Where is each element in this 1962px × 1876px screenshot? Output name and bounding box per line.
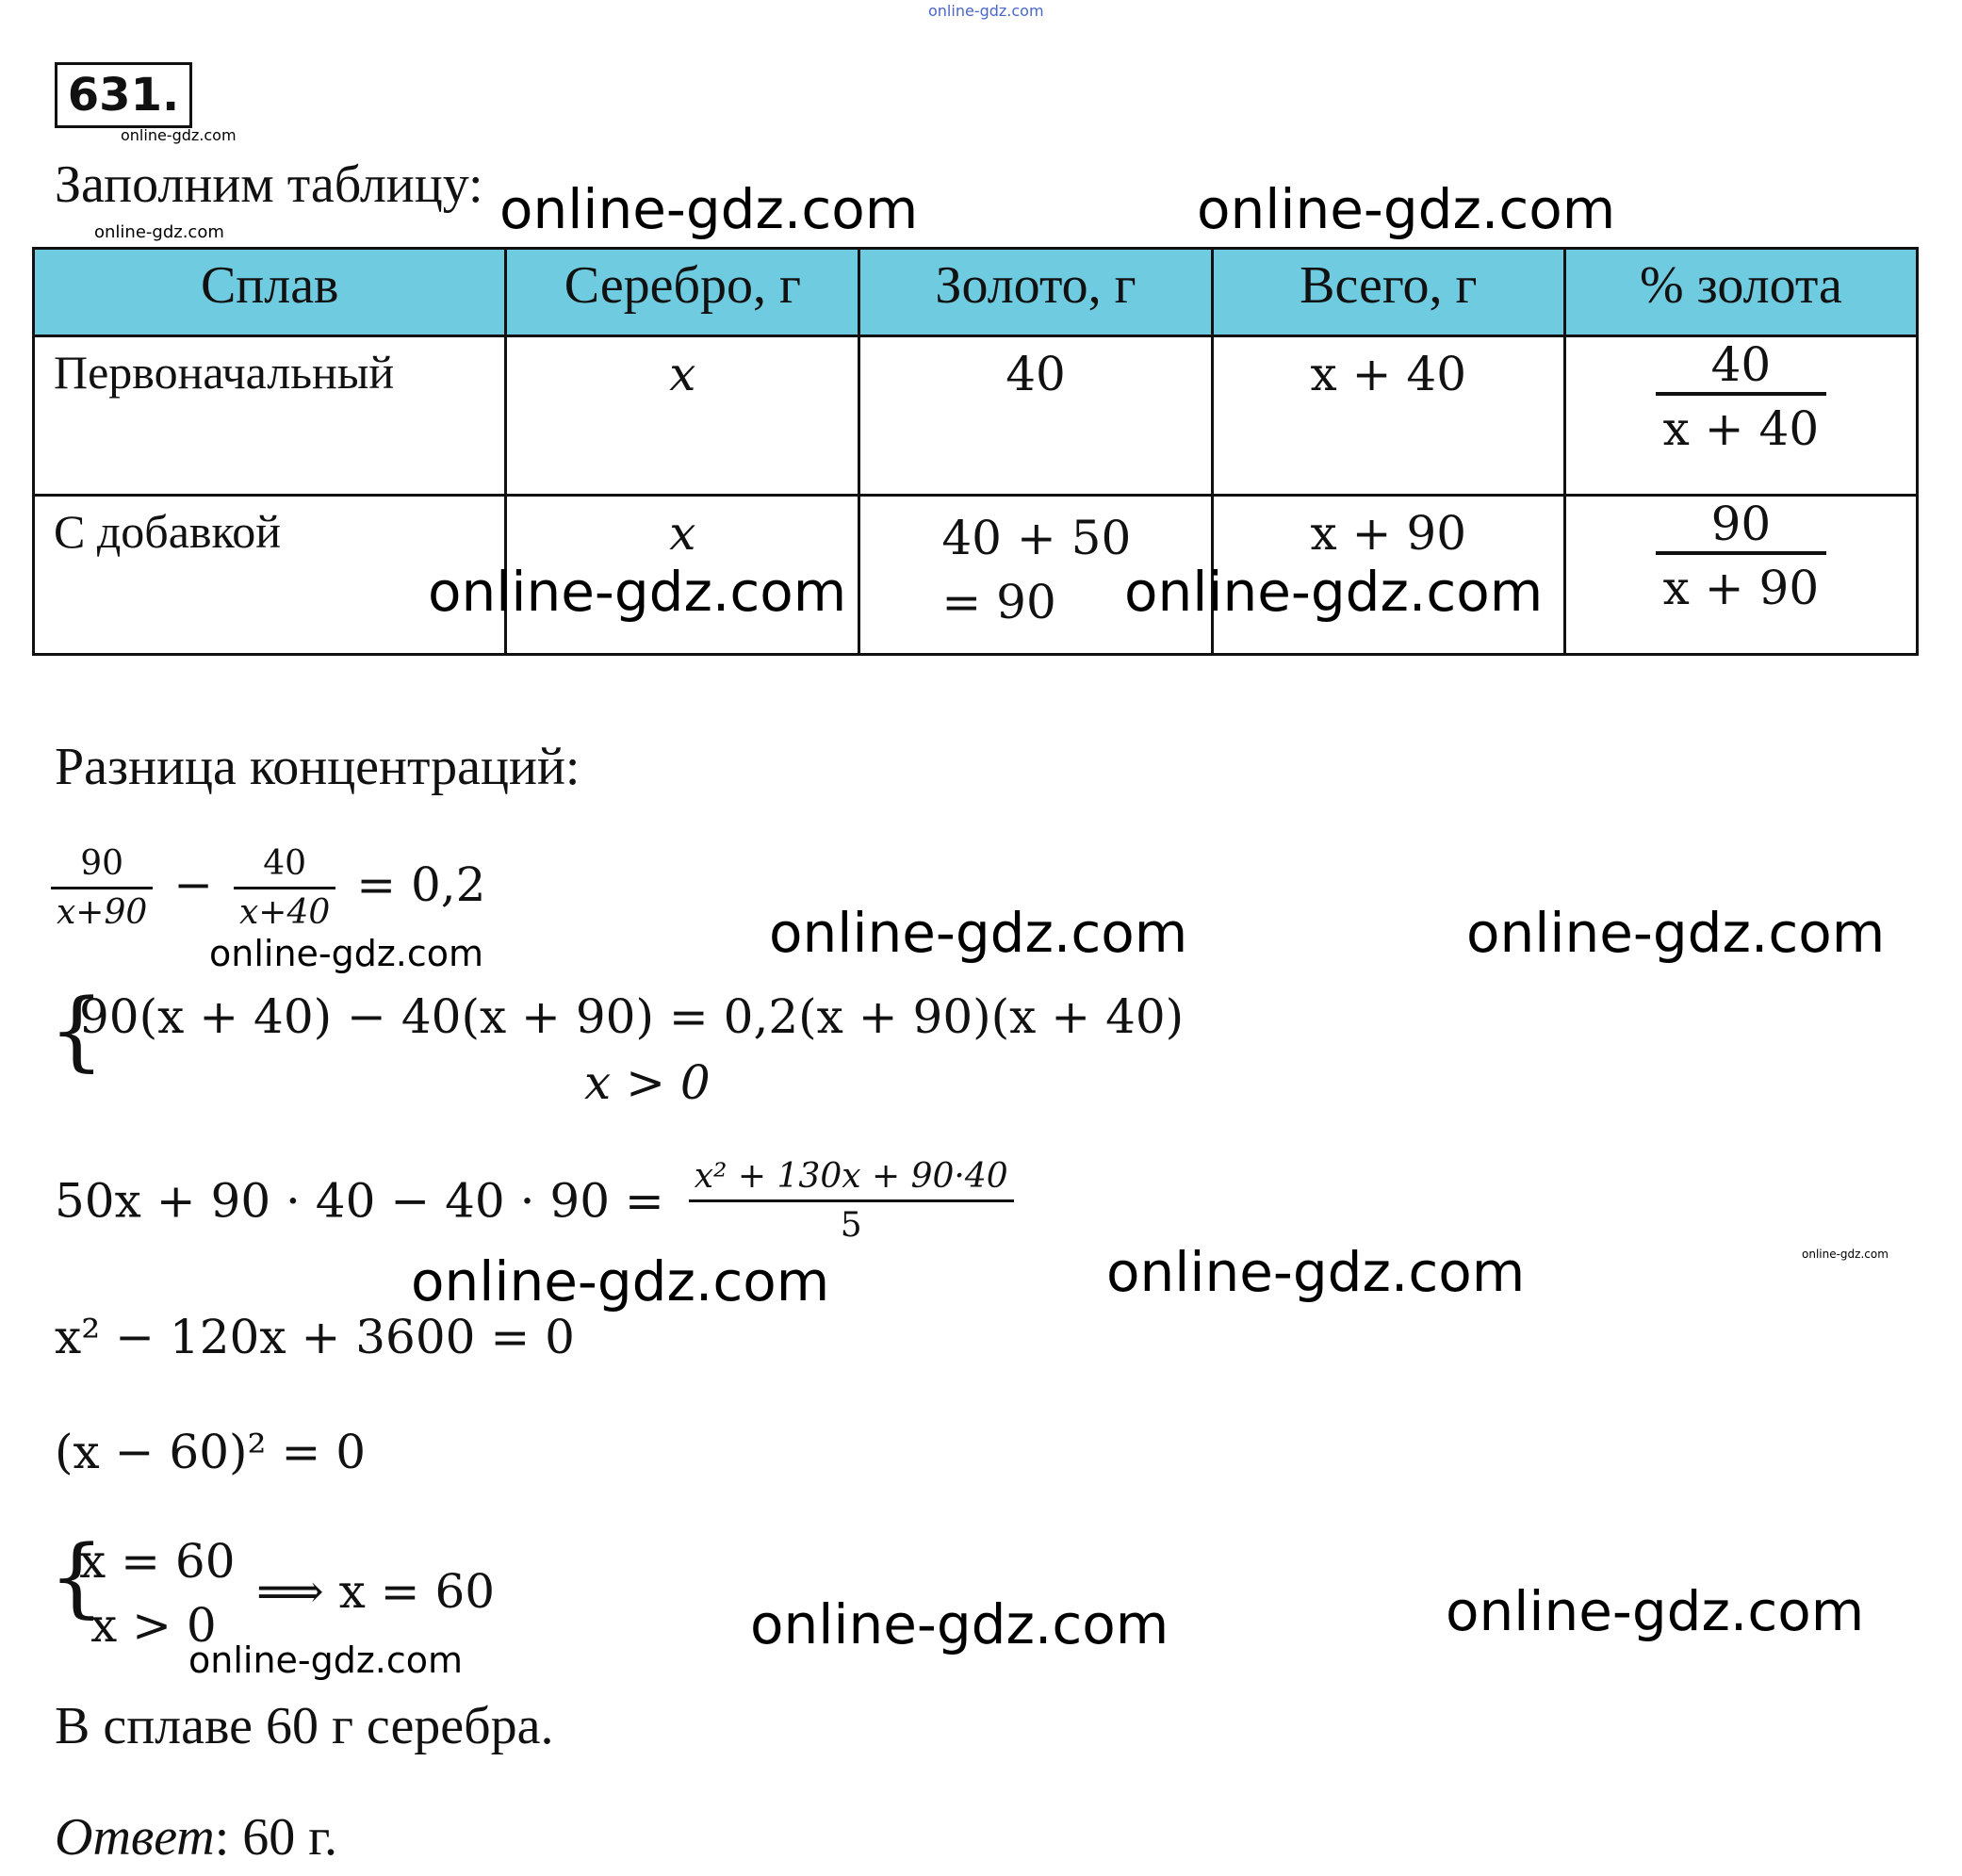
- cell-percent: [1564, 496, 1917, 655]
- system-equation-2: x = 60: [79, 1534, 236, 1589]
- watermark-top: online-gdz.com: [928, 2, 1044, 20]
- difference-heading: Разница концентраций:: [55, 738, 580, 796]
- watermark-small: online-gdz.com: [188, 1639, 464, 1681]
- header-silver: Серебро, г: [506, 249, 859, 336]
- table-row: [34, 496, 1918, 655]
- watermark-under-intro: online-gdz.com: [94, 222, 224, 242]
- watermark-small: online-gdz.com: [209, 933, 484, 974]
- system-equation-1: 90(x + 40) − 40(x + 90) = 0,2(x + 90)(x + 40): [79, 989, 1185, 1044]
- fraction-denominator: x+40: [234, 887, 335, 932]
- watermark: online-gdz.com: [769, 901, 1188, 965]
- fraction-2: [234, 844, 335, 932]
- equation-4: (x − 60)² = 0: [55, 1425, 367, 1479]
- cell-silver: [506, 336, 859, 496]
- watermark-tiny: online-gdz.com: [1802, 1248, 1888, 1261]
- fraction-numerator: 40: [1710, 337, 1772, 392]
- gold-line-1: 40 + 50: [941, 511, 1132, 565]
- equation-fractions: [51, 844, 486, 932]
- answer-label: Ответ: [55, 1808, 215, 1867]
- fraction-1: [51, 844, 153, 932]
- fraction-denominator: x + 90: [1656, 551, 1827, 615]
- equation-rhs: = 0,2: [356, 856, 486, 912]
- watermark: online-gdz.com: [1446, 1579, 1865, 1643]
- fraction-denominator: x + 40: [1656, 392, 1827, 456]
- answer-value: : 60 г.: [214, 1808, 337, 1867]
- watermark: online-gdz.com: [1124, 560, 1544, 624]
- conclusion-text: В сплаве 60 г серебра.: [55, 1697, 554, 1755]
- problem-number: 631.: [55, 62, 192, 128]
- watermark: online-gdz.com: [411, 1249, 830, 1313]
- percent-fraction: [1656, 337, 1827, 456]
- header-percent: % золота: [1564, 249, 1917, 336]
- alloy-table: [32, 247, 1919, 656]
- watermark-under-number: online-gdz.com: [121, 126, 237, 144]
- watermark: online-gdz.com: [428, 560, 847, 624]
- watermark: online-gdz.com: [1106, 1240, 1526, 1304]
- intro-text: Заполним таблицу:: [55, 155, 483, 214]
- silver-value: x: [669, 506, 696, 561]
- cell-alloy: С добавкой: [34, 496, 506, 655]
- cell-percent: [1564, 336, 1917, 496]
- system-condition-1: x > 0: [584, 1055, 711, 1110]
- cell-total: x + 40: [1212, 336, 1564, 496]
- cell-gold: 40: [859, 336, 1212, 496]
- table-row: [34, 336, 1918, 496]
- percent-fraction: [1656, 497, 1827, 615]
- equation-3: x² − 120x + 3600 = 0: [55, 1310, 575, 1364]
- minus-sign: −: [173, 856, 214, 912]
- system-brace: {: [49, 1526, 105, 1627]
- fraction-numerator: 90: [1710, 497, 1772, 551]
- fraction-denominator: 5: [689, 1199, 1014, 1245]
- header-gold: Золото, г: [859, 249, 1212, 336]
- watermark: online-gdz.com: [1466, 901, 1886, 965]
- system-condition-2: x > 0: [90, 1598, 217, 1653]
- header-total: Всего, г: [1212, 249, 1564, 336]
- fraction-3: [689, 1157, 1014, 1245]
- watermark: online-gdz.com: [499, 177, 919, 241]
- watermark: online-gdz.com: [1197, 177, 1616, 241]
- cell-total: x + 90: [1212, 496, 1564, 655]
- gold-line-2: = 90: [941, 575, 1056, 629]
- fraction-numerator: 90: [80, 844, 124, 883]
- fraction-numerator: 40: [263, 844, 307, 883]
- system-result: ⟹ x = 60: [256, 1564, 496, 1619]
- header-alloy: Сплав: [34, 249, 506, 336]
- fraction-numerator: x² + 130x + 90·40: [694, 1157, 1008, 1196]
- system-brace: {: [49, 980, 105, 1081]
- table-header-row: [34, 249, 1918, 336]
- silver-value: x: [669, 347, 696, 401]
- cell-alloy: Первоначальный: [34, 336, 506, 496]
- answer-line: [55, 1807, 337, 1868]
- fraction-denominator: x+90: [51, 887, 153, 932]
- equation-lhs: 50x + 90 · 40 − 40 · 90 =: [55, 1173, 664, 1229]
- watermark: online-gdz.com: [750, 1592, 1169, 1656]
- equation-2: [55, 1157, 1014, 1245]
